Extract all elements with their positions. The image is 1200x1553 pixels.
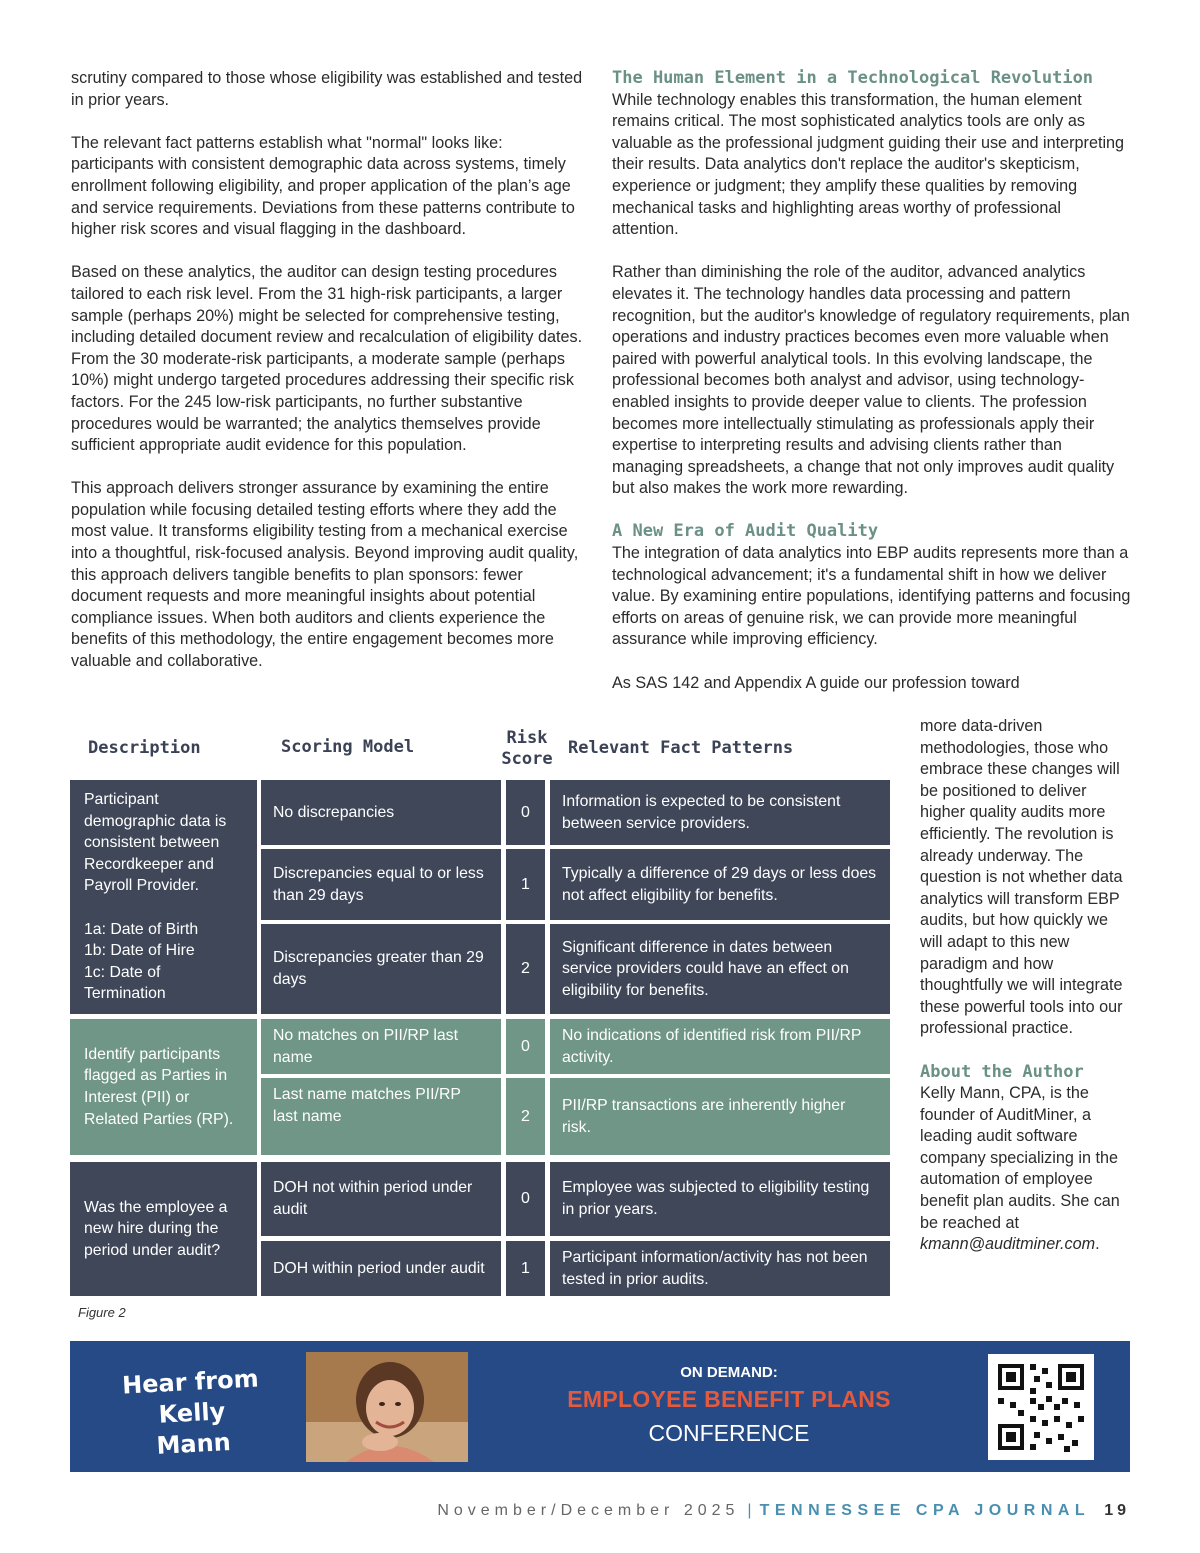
banner-subtitle: CONFERENCE (648, 1420, 810, 1446)
header-scoring-model: Scoring Model (281, 737, 415, 757)
footer-journal-name: TENNESSEE CPA JOURNAL (759, 1502, 1091, 1519)
paragraph: The integration of data analytics into EBP audits represents more than a technological advancement; it's a fundamental shift in how we deliver value. By examining entire populations, identifying patterns and focusing efforts on areas of genuine risk, we can provide more meaningful assurance while improving efficiency. (612, 544, 1131, 649)
scoring-cell: Last name matches PII/RP last name (261, 1078, 501, 1155)
speaker-photo-illustration (306, 1352, 468, 1462)
scoring-cell: No discrepancies (261, 780, 501, 845)
left-column (71, 68, 587, 694)
right-narrow-column (920, 716, 1135, 1256)
author-email-link[interactable]: kmann@auditminer.com (920, 1235, 1096, 1254)
risk-score-cell: 0 (506, 1162, 545, 1236)
author-bio-text: Kelly Mann, CPA, is the founder of AuditMiner, a leading audit software company specializing in the automation of employee benefit plan audits. She can be reached at (920, 1084, 1120, 1232)
qr-code-icon[interactable] (988, 1354, 1094, 1460)
section-heading: About the Author (920, 1061, 1084, 1082)
fact-pattern-cell: Information is expected to be consistent between service providers. (550, 780, 890, 845)
risk-score-cell: 0 (506, 780, 545, 845)
page-number: 19 (1104, 1502, 1130, 1519)
scoring-cell: No matches on PII/RP last name (261, 1019, 501, 1074)
risk-score-cell: 1 (506, 849, 545, 920)
scoring-cell: Discrepancies equal to or less than 29 days (261, 849, 501, 920)
speaker-photo (306, 1352, 468, 1462)
section-heading: A New Era of Audit Quality (612, 521, 879, 542)
paragraph: Based on these analytics, the auditor can design testing procedures tailored to each risk level. From the 31 high-risk participants, a larger sample (perhaps 20%) might be selected for comprehensive testing, including detailed document review and recalculation of eligibility dates. From the 30 moderate-risk participants, a moderate sample (perhaps 10%) might undergo targeted procedures addressing their specific risk factors. For the 245 low-risk participants, no further substantive procedures would be warranted; the analytics themselves provide sufficient appropriate audit evidence for this population. (71, 263, 583, 455)
header-description: Description (88, 738, 201, 758)
paragraph-start: As SAS 142 and Appendix A guide our profession toward (612, 673, 1020, 692)
figure-caption: Figure 2 (78, 1305, 126, 1320)
banner-hear-from: Hear from Kelly Mann (121, 1364, 260, 1460)
paragraph: more data-driven methodologies, those who embrace these changes will be positioned to deliver higher quality audits more efficiently. The revolution is already underway. The question is not whether data analytics will transform EBP audits, but how quickly we will adapt to this new paradigm and how thoughtfully we will integrate these powerful tools into our professional practice. (920, 717, 1123, 1038)
paragraph: Rather than diminishing the role of the auditor, advanced analytics elevates it. The technology handles data processing and pattern recognition, but the auditor's knowledge of regulatory requirements, plan operations and industry practices becomes even more valuable when paired with powerful analytical tools. In this evolving landscape, the professional becomes both analyst and advisor, using technology-enabled insights to provide deeper value to clients. The profession becomes more intellectually stimulating as professionals apply their expertise to interpreting results and advising clients rather than managing spreadsheets, a change that not only improves audit quality but also makes the work more rewarding. (612, 263, 1130, 498)
risk-score-cell: 2 (506, 1078, 545, 1155)
author-bio-end: . (1095, 1235, 1100, 1254)
header-fact-patterns: Relevant Fact Patterns (568, 738, 794, 758)
paragraph: While technology enables this transformation, the human element remains critical. The most sophisticated analytics tools are only as valuable as the professional judgment guiding their use and interpreting their results. Data analytics don't replace the auditor's skepticism, experience or judgment; they amplify these qualities by removing mechanical tasks and highlighting areas worthy of professional attention. (612, 90, 1125, 239)
risk-score-cell: 0 (506, 1019, 545, 1074)
paragraph: The relevant fact patterns establish what "normal" looks like: participants with consistent demographic data across systems, timely enrollment following eligibility, and proper application of the plan’s age and service requirements. Deviations from these patterns contribute to higher risk scores and visual flagging in the dashboard. (71, 133, 575, 239)
header-risk-score: Risk Score (501, 728, 553, 769)
footer-date: November/December 2025 (437, 1502, 740, 1519)
fact-pattern-cell: PII/RP transactions are inherently higher risk. (550, 1078, 890, 1155)
fact-pattern-cell: Typically a difference of 29 days or less does not affect eligibility for benefits. (550, 849, 890, 920)
table-description-cell: Participant demographic data is consistent between Recordkeeper and Payroll Provider. 1a: Date of Birth 1b: Date of Hire 1c: Date of Termination (70, 780, 257, 1014)
fact-pattern-cell: No indications of identified risk from PII/RP activity. (550, 1019, 890, 1074)
banner-title: EMPLOYEE BENEFIT PLANS (567, 1386, 891, 1412)
table-description-cell: Identify participants flagged as Parties in Interest (PII) or Related Parties (RP). (70, 1019, 257, 1155)
risk-score-cell: 1 (506, 1241, 545, 1296)
fact-pattern-cell: Participant information/activity has not been tested in prior audits. (550, 1241, 890, 1296)
table-description-cell: Was the employee a new hire during the period under audit? (70, 1162, 257, 1296)
banner-on-demand: ON DEMAND: (680, 1364, 778, 1381)
scoring-cell: DOH within period under audit (261, 1241, 501, 1296)
paragraph: scrutiny compared to those whose eligibility was established and tested in prior years. (71, 69, 583, 109)
fact-pattern-cell: Significant difference in dates between service providers could have an effect on eligibility for benefits. (550, 924, 890, 1014)
right-column (612, 68, 1132, 694)
page-footer (437, 1502, 1130, 1520)
qr-code-graphic (988, 1354, 1094, 1460)
section-heading: The Human Element in a Technological Revolution (612, 68, 1094, 88)
paragraph: This approach delivers stronger assurance by examining the entire population while focusing detailed testing efforts where they add the most value. It transforms eligibility testing from a mechanical exercise into a thoughtful, risk-focused analysis. Beyond improving audit quality, this approach delivers tangible benefits to plan sponsors: fewer document requests and more meaningful insights about potential compliance issues. When both auditors and clients experience the benefits of this methodology, the entire engagement becomes more valuable and collaborative. (71, 479, 579, 671)
footer-separator: | (747, 1502, 752, 1519)
fact-pattern-cell: Employee was subjected to eligibility testing in prior years. (550, 1162, 890, 1236)
scoring-cell: Discrepancies greater than 29 days (261, 924, 501, 1014)
conference-banner[interactable] (70, 1341, 1130, 1472)
author-bio (920, 1083, 1135, 1256)
scoring-cell: DOH not within period under audit (261, 1162, 501, 1236)
risk-score-cell: 2 (506, 924, 545, 1014)
